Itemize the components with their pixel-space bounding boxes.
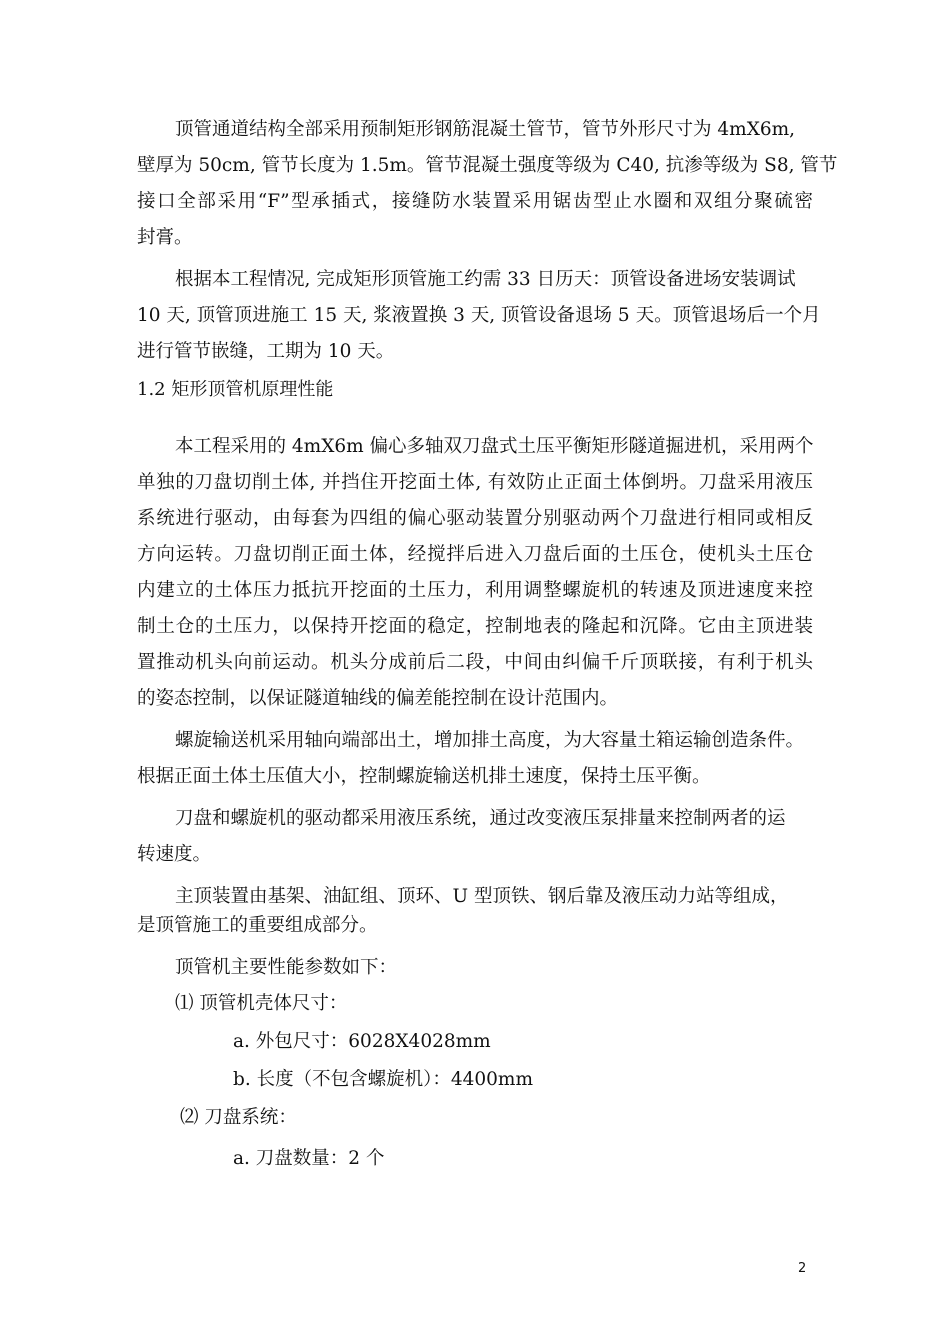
paragraph-line: 壁厚为 50cm, 管节长度为 1.5m。管节混凝土强度等级为 C40, 抗渗等级为 S8, 管节 [137, 155, 838, 176]
paragraph-line: 系统进行驱动，由每套为四组的偏心驱动装置分别驱动两个刀盘进行相同或相反 [137, 508, 813, 529]
paragraph-line: 进行管节嵌缝，工期为 10 天。 [137, 341, 395, 362]
paragraph-line: 转速度。 [137, 844, 212, 865]
paragraph-line: 是顶管施工的重要组成部分。 [137, 915, 378, 936]
paragraph-line: 接口全部采用“F”型承插式，接缝防水装置采用锯齿型止水圈和双组分聚硫密 [137, 191, 813, 212]
paragraph-line: 的姿态控制，以保证隧道轴线的偏差能控制在设计范围内。 [137, 688, 619, 709]
paragraph-line: 根据正面土体土压值大小，控制螺旋输送机排土速度，保持土压平衡。 [137, 766, 711, 787]
paragraph-line: 主顶装置由基架、油缸组、顶环、U 型顶铁、钢后靠及液压动力站等组成， [175, 886, 789, 907]
paragraph-line: 封膏。 [137, 227, 193, 248]
paragraph-line: 本工程采用的 4mX6m 偏心多轴双刀盘式土压平衡矩形隧道掘进机，采用两个 [175, 436, 814, 457]
params-intro: 顶管机主要性能参数如下： [175, 957, 398, 978]
paragraph-line: 10 天, 顶管顶进施工 15 天, 浆液置换 3 天, 顶管设备退场 5 天。顶管退场后一个月 [137, 305, 821, 326]
params-item: b. 长度（不包含螺旋机）：4400mm [233, 1069, 534, 1090]
paragraph-line: 方向运转。刀盘切削正面土体，经搅拌后进入刀盘后面的土压仓，使机头土压仓 [137, 544, 813, 565]
page-number: 2 [798, 1261, 807, 1276]
params-group-title: ⑴ 顶管机壳体尺寸： [175, 993, 348, 1014]
paragraph-line: 刀盘和螺旋机的驱动都采用液压系统，通过改变液压泵排量来控制两者的运 [175, 808, 786, 829]
paragraph-line: 顶管通道结构全部采用预制矩形钢筋混凝土管节，管节外形尺寸为 4mX6m, [175, 119, 796, 140]
paragraph-line: 制土仓的土压力，以保持开挖面的稳定，控制地表的隆起和沉降。它由主顶进装 [137, 616, 813, 637]
params-item: a. 刀盘数量：2 个 [233, 1148, 385, 1169]
section-heading: 1.2 矩形顶管机原理性能 [137, 379, 334, 400]
paragraph-line: 螺旋输送机采用轴向端部出土，增加排土高度，为大容量土箱运输创造条件。 [175, 730, 805, 751]
params-group-title: ⑵ 刀盘系统： [180, 1107, 297, 1128]
params-item: a. 外包尺寸：6028X4028mm [233, 1031, 491, 1052]
paragraph-line: 根据本工程情况, 完成矩形顶管施工约需 33 日历天：顶管设备进场安装调试 [175, 269, 796, 290]
paragraph-line: 置推动机头向前运动。机头分成前后二段，中间由纠偏千斤顶联接，有利于机头 [137, 652, 813, 673]
paragraph-line: 内建立的土体压力抵抗开挖面的土压力，利用调整螺旋机的转速及顶进速度来控 [137, 580, 813, 601]
paragraph-line: 单独的刀盘切削土体, 并挡住开挖面土体, 有效防止正面土体倒坍。刀盘采用液压 [137, 472, 813, 493]
